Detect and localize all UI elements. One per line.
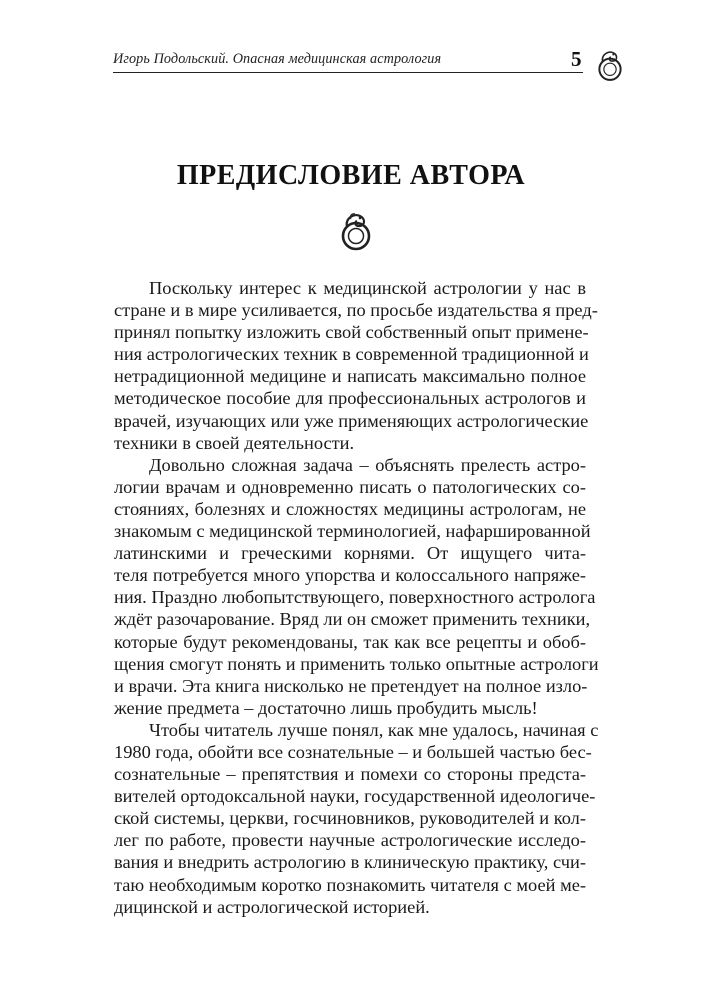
text-line: методическое пособие для профессиональных астрологов и: [114, 388, 586, 409]
text-line: стояниях, болезнях и сложностях медицины астрологам, не: [114, 498, 586, 519]
text-line: Поскольку интерес к медицинской астрологии у нас в: [149, 278, 586, 298]
title-ornament-icon: [336, 210, 376, 254]
text-line: лег по работе, провести научные астрологические исследо-: [114, 830, 586, 851]
text-line: техники в своей деятельности.: [114, 432, 355, 453]
text-line: ской системы, церкви, госчиновников, руководителей и кол-: [114, 808, 586, 829]
text-line: сознательные – препятствия и помехи со стороны предста-: [114, 764, 586, 785]
text-line: ния. Праздно любопытствующего, поверхностного астролога: [114, 587, 596, 608]
chapter-title: ПРЕДИСЛОВИЕ АВТОРА: [176, 160, 526, 191]
paragraph-1: [114, 277, 598, 454]
text-line: 1980 года, обойти все сознательные – и большей частью бес-: [114, 741, 592, 762]
text-line: которые будут рекомендованы, так как все рецепты и обоб-: [114, 631, 586, 652]
text-line: латинскими и греческими корнями. От ищущего чита-: [114, 543, 586, 564]
text-line: теля потребуется много упорства и колоссального напряже-: [114, 565, 586, 586]
text-line: принял попытку изложить свой собственный опыт примене-: [114, 322, 589, 343]
body-text: [114, 277, 599, 918]
text-line: нетрадиционной медицине и написать максимально полное: [114, 366, 586, 387]
text-line: логии врачам и одновременно писать о патологических со-: [114, 476, 586, 497]
running-header: [113, 46, 583, 73]
text-line: вания и внедрить астрологию в клиническую практику, счи-: [114, 852, 586, 873]
text-line: врачей, изучающих или уже применяющих астрологические: [114, 410, 589, 431]
text-line: Довольно сложная задача – объяснять прелесть астро-: [149, 454, 586, 475]
paragraph-2: [114, 454, 599, 719]
text-line: знакомым с медицинской терминологией, нафаршированной: [114, 521, 591, 542]
text-line: и врачи. Эта книга нисколько не претендует на полное изло-: [114, 675, 588, 696]
text-line: Чтобы читатель лучше понял, как мне удалось, начиная с: [149, 719, 599, 740]
serpent-ring-ornament-icon: [593, 48, 627, 84]
text-line: ждёт разочарование. Вряд ли он сможет применить техники,: [114, 609, 591, 630]
text-line: жение предмета – достаточно лишь пробудить мысль!: [114, 697, 538, 718]
text-line: ния астрологических техник в современной традиционной и: [114, 344, 589, 365]
page-number: 5: [571, 47, 582, 71]
paragraph-3: [114, 719, 599, 918]
text-line: стране и в мире усиливается, по просьбе издательства я пред-: [114, 300, 598, 321]
text-line: щения смогут понять и применить только опытные астрологи: [114, 653, 599, 674]
text-line: вителей ортодоксальной науки, государственной идеологиче-: [114, 786, 596, 807]
text-line: таю необходимым коротко познакомить читателя с моей ме-: [114, 874, 586, 895]
text-line: дицинской и астрологической историей.: [114, 896, 430, 917]
running-title: Игорь Подольский. Опасная медицинская астрология: [113, 51, 442, 67]
